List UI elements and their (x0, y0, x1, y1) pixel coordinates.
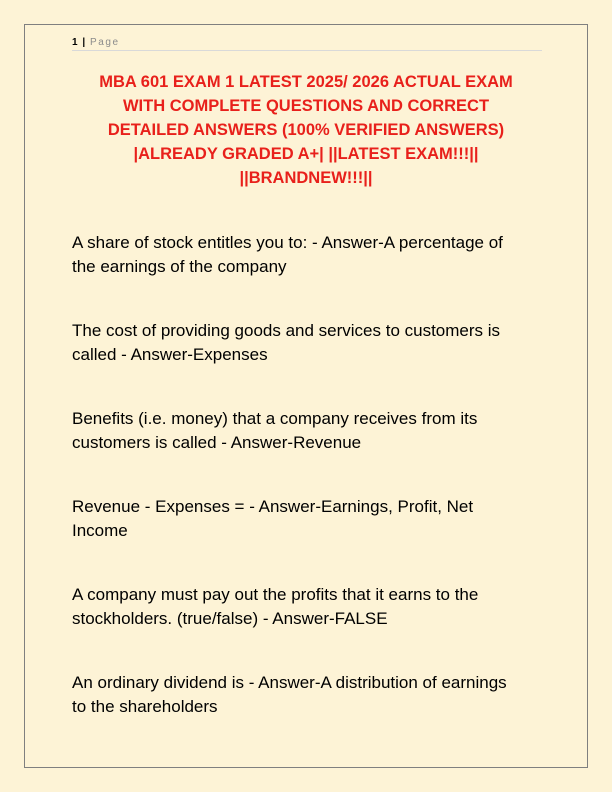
qa-line: Income (72, 521, 128, 540)
qa-line: customers is called - Answer-Revenue (72, 433, 362, 452)
title-line: MBA 601 EXAM 1 LATEST 2025/ 2026 ACTUAL EXAM (99, 73, 513, 91)
qa-line: Benefits (i.e. money) that a company receives from its (72, 409, 478, 428)
title-line: |ALREADY GRADED A+| ||LATEST EXAM!!!|| (133, 145, 479, 163)
qa-item (72, 407, 542, 455)
qa-item (72, 671, 542, 719)
qa-item (72, 495, 542, 543)
qa-line: A share of stock entitles you to: - Answer-A percentage of (72, 233, 503, 252)
qa-line: The cost of providing goods and services to customers is (72, 321, 501, 340)
page-separator: | (82, 37, 86, 48)
page-number: 1 (72, 37, 78, 48)
qa-line: A company must pay out the profits that it earns to the (72, 585, 479, 604)
qa-line: Revenue - Expenses = - Answer-Earnings, Profit, Net (72, 497, 474, 516)
qa-item (72, 231, 542, 279)
title-line: DETAILED ANSWERS (100% VERIFIED ANSWERS) (107, 121, 505, 139)
title-line: WITH COMPLETE QUESTIONS AND CORRECT (122, 97, 490, 115)
qa-line: An ordinary dividend is - Answer-A distribution of earnings (72, 673, 507, 692)
qa-line: the earnings of the company (72, 257, 287, 276)
qa-line: stockholders. (true/false) - Answer-FALSE (72, 609, 388, 628)
qa-line: to the shareholders (72, 697, 218, 716)
page-header (72, 36, 542, 51)
qa-item (72, 583, 542, 631)
page-label: Page (89, 37, 120, 48)
document-title (72, 70, 540, 190)
qa-line: called - Answer-Expenses (72, 345, 268, 364)
title-line: ||BRANDNEW!!!|| (239, 169, 373, 187)
qa-item (72, 319, 542, 367)
